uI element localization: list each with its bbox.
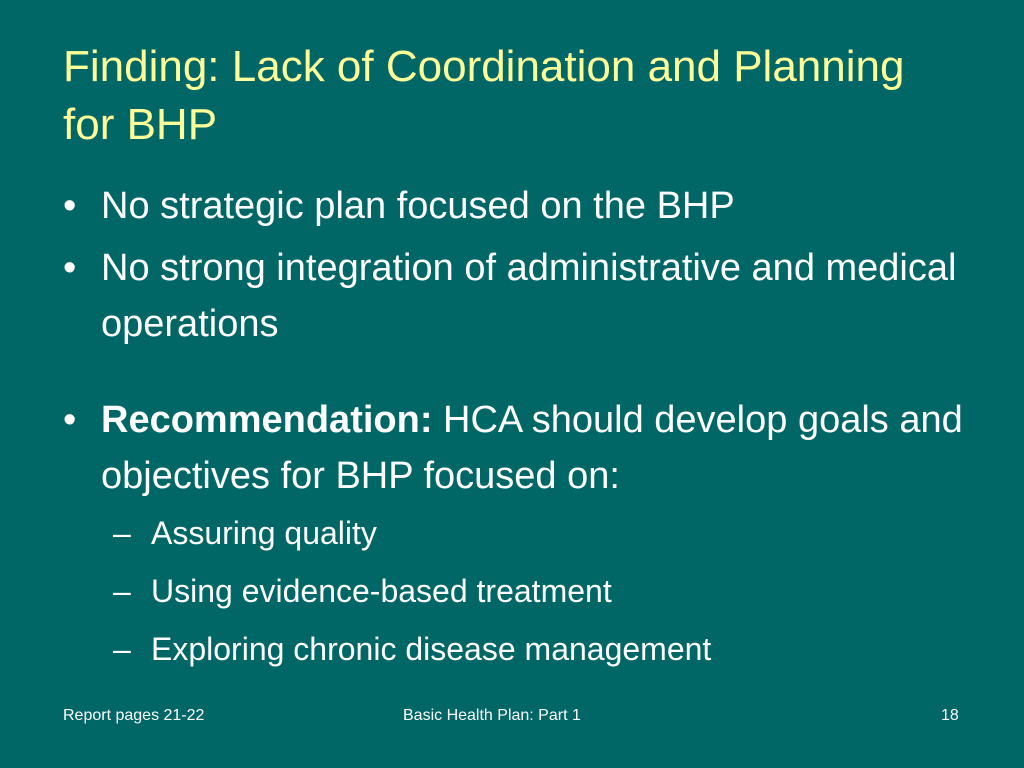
recommendation-label: Recommendation: [101,399,433,441]
bullet-text: HCA should develop goals and objectives for BHP focused on: [101,399,963,497]
sub-bullet-item [113,504,983,562]
slide-number: 18 [941,707,959,724]
dash-marker: – [113,515,131,551]
footer-presentation-title: Basic Health Plan: Part 1 [403,707,581,724]
bullet-marker: • [63,399,77,441]
sub-bullet-item [113,620,983,678]
sub-bullet-list [101,504,983,678]
sub-bullet-text: Using evidence-based treatment [151,573,612,609]
sub-bullet-text: Assuring quality [151,515,377,551]
bullet-item [63,178,983,234]
bullet-item [63,240,983,352]
sub-bullet-item [113,562,983,620]
dash-marker: – [113,631,131,667]
bullet-item-recommendation [63,392,983,678]
footer-report-pages: Report pages 21-22 [63,707,205,724]
sub-bullet-text: Exploring chronic disease management [151,631,712,667]
bullet-text: No strategic plan focused on the BHP [101,185,735,227]
bullet-marker: • [63,185,77,227]
slide-title: Finding: Lack of Coordination and Planning for BHP [63,42,905,149]
bullet-marker: • [63,247,77,289]
dash-marker: – [113,573,131,609]
bullet-text: No strong integration of administrative and medical operations [101,247,957,345]
bullet-list [63,178,983,684]
